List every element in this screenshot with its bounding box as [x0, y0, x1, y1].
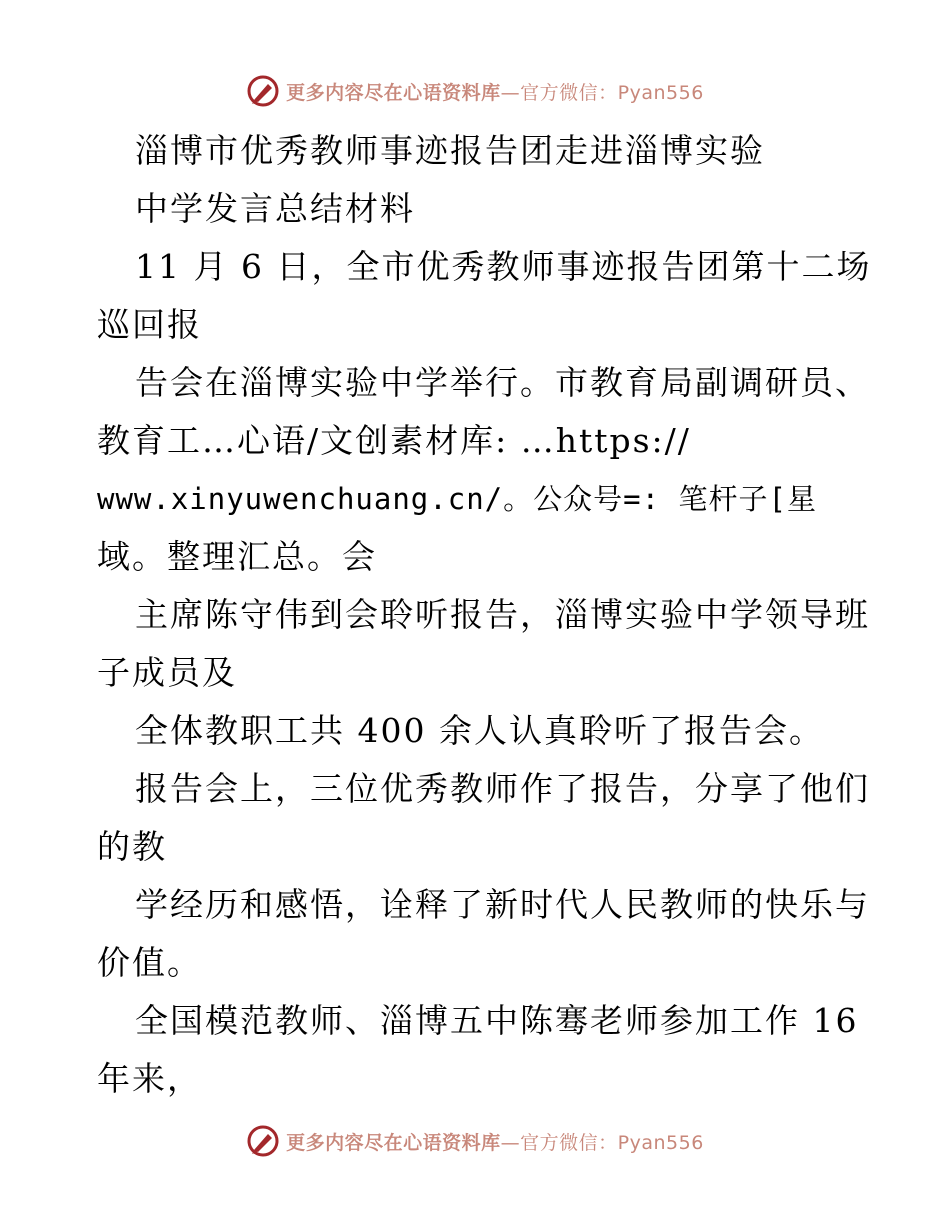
header-banner	[0, 71, 950, 111]
footer-banner	[0, 1121, 950, 1161]
text-line: 全国模范教师、淄博五中陈骞老师参加工作 16	[135, 1001, 859, 1040]
text-line: 中学发言总结材料	[135, 189, 415, 228]
text-line: 域。整理汇总。会	[97, 537, 377, 576]
text-line: 年来，	[97, 1059, 202, 1098]
text-line: 学经历和感悟，诠释了新时代人民教师的快乐与	[135, 885, 870, 924]
footer-banner-dash: —	[500, 1131, 521, 1154]
text-line: 价值。	[97, 943, 202, 982]
document-body	[97, 122, 872, 1108]
text-line: 子成员及	[97, 653, 237, 692]
text-line: www.xinyuwenchuang.cn/。公众号=: 笔杆子[星	[97, 482, 817, 516]
text-line: 报告会上，三位优秀教师作了报告，分享了他们	[135, 769, 870, 808]
text-line: 教育工…心语/文创素材库: …https://	[97, 421, 691, 460]
footer-banner-main: 更多内容尽在心语资料库	[286, 1131, 501, 1154]
footer-banner-sub: 官方微信：Pyan556	[520, 1131, 704, 1154]
text-line: 主席陈守伟到会聆听报告，淄博实验中学领导班	[135, 595, 870, 634]
pen-logo-icon	[246, 1124, 280, 1158]
pen-logo-icon	[246, 74, 280, 108]
text-line: 11 月 6 日，全市优秀教师事迹报告团第十二场	[135, 247, 872, 286]
text-line: 巡回报	[97, 305, 202, 344]
text-line: 淄博市优秀教师事迹报告团走进淄博实验	[135, 131, 765, 170]
text-line: 全体教职工共 400 余人认真聆听了报告会。	[135, 711, 824, 750]
header-banner-sub: 官方微信：Pyan556	[520, 81, 704, 104]
text-line: 告会在淄博实验中学举行。市教育局副调研员、	[135, 363, 870, 402]
text-line: 的教	[97, 827, 167, 866]
header-banner-main: 更多内容尽在心语资料库	[286, 81, 501, 104]
header-banner-dash: —	[500, 81, 521, 104]
